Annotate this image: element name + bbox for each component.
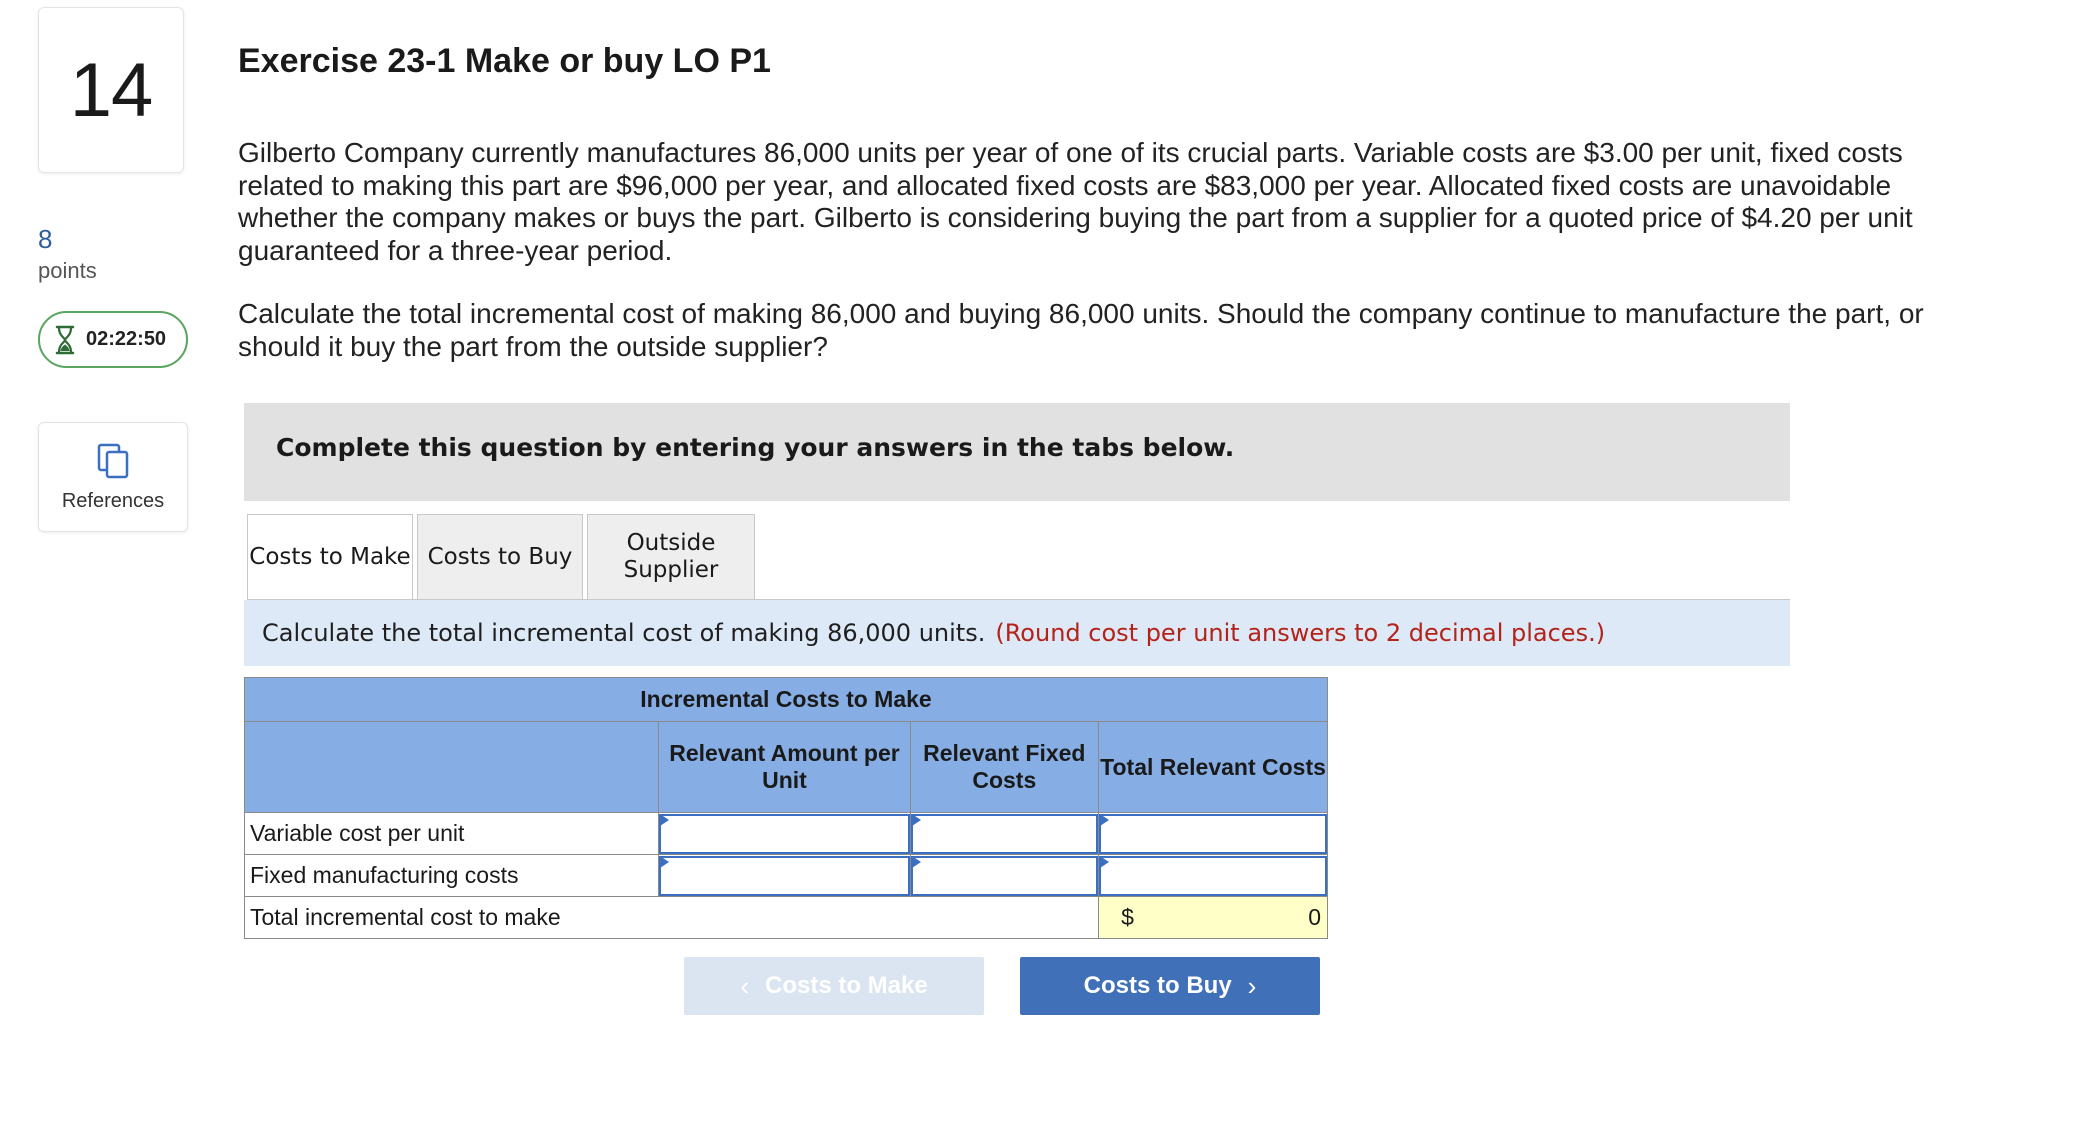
answer-tabs	[247, 514, 755, 599]
table-row-total	[245, 897, 1328, 939]
variable-cost-fixed-costs-input[interactable]	[911, 814, 1099, 854]
chevron-left-icon: ‹	[740, 970, 749, 1001]
variable-cost-total-input[interactable]	[1099, 814, 1327, 854]
timer-text: 02:22:50	[86, 328, 167, 350]
points-label: points	[38, 258, 97, 283]
problem-description: Gilberto Company currently manufactures 86,000 units per year of one of its crucial parts. Variable costs are $3.00 per unit, fixed costs related to making this part are $96,000 per year, and allocated fixed costs are $83,000 per year. Allocated fixed costs are unavoidable whether the company makes or buys the part. Gilberto is considering buying the part from a supplier for a quoted price of $4.20 per unit guaranteed for a three-year period.	[238, 137, 1913, 266]
hourglass-icon	[54, 325, 76, 355]
total-incremental-cost-cell	[1099, 897, 1328, 939]
question-number: 14	[69, 47, 153, 133]
input-marker-icon	[1100, 856, 1109, 868]
input-marker-icon	[660, 814, 669, 826]
prompt-text: Calculate the total incremental cost of making 86,000 units.	[262, 619, 986, 647]
references-button[interactable]	[38, 422, 188, 532]
references-icon	[96, 442, 130, 480]
prev-tab-button[interactable]	[684, 957, 984, 1015]
rounding-note: (Round cost per unit answers to 2 decimal places.)	[995, 619, 1606, 647]
input-marker-icon	[912, 814, 921, 826]
fixed-mfg-amount-per-unit-input[interactable]	[659, 856, 909, 896]
input-marker-icon	[1100, 814, 1109, 826]
points-value: 8	[38, 224, 53, 254]
table-title: Incremental Costs to Make	[245, 678, 1328, 722]
chevron-right-icon: ›	[1247, 970, 1257, 1001]
tab-outside-supplier[interactable]	[587, 514, 755, 599]
table-row	[245, 813, 1328, 855]
tab-costs-to-make[interactable]: Costs to Make	[247, 514, 413, 600]
instruction-banner	[244, 403, 1790, 501]
col-header-amount-per-unit: Relevant Amount per Unit	[659, 722, 910, 813]
total-incremental-cost-value: 0	[1308, 904, 1321, 930]
input-marker-icon	[660, 856, 669, 868]
total-currency-symbol: $	[1121, 904, 1134, 930]
prev-tab-label: Costs to Make	[764, 972, 928, 999]
question-number-box	[38, 7, 184, 173]
exercise-title: Exercise 23-1 Make or buy LO P1	[238, 42, 771, 80]
tab-costs-to-buy[interactable]: Costs to Buy	[417, 514, 583, 599]
fixed-mfg-total-input[interactable]	[1099, 856, 1327, 896]
next-tab-button[interactable]	[1020, 957, 1320, 1015]
table-row	[245, 855, 1328, 897]
fixed-mfg-amount-per-unit-cell	[659, 855, 910, 897]
next-tab-label: Costs to Buy	[1083, 972, 1232, 999]
row-label-total-incremental: Total incremental cost to make	[245, 897, 1099, 939]
timer[interactable]	[38, 311, 188, 368]
tab-outside-supplier-label: Outside Supplier	[623, 530, 719, 583]
instruction-text: Complete this question by entering your answers in the tabs below.	[276, 432, 1235, 462]
row-label-variable-cost: Variable cost per unit	[245, 813, 659, 855]
fixed-mfg-fixed-costs-input[interactable]	[911, 856, 1099, 896]
variable-cost-fixed-costs-cell	[910, 813, 1099, 855]
fixed-mfg-fixed-costs-cell	[910, 855, 1099, 897]
variable-cost-amount-per-unit-input[interactable]	[659, 814, 909, 854]
row-label-fixed-manufacturing: Fixed manufacturing costs	[245, 855, 659, 897]
fixed-mfg-total-cell	[1099, 855, 1328, 897]
input-marker-icon	[912, 856, 921, 868]
variable-cost-amount-per-unit-cell	[659, 813, 910, 855]
col-header-fixed-costs: Relevant Fixed Costs	[910, 722, 1099, 813]
col-header-total-relevant-costs: Total Relevant Costs	[1099, 722, 1328, 813]
incremental-costs-table	[244, 677, 1328, 939]
tab-prompt	[244, 600, 1790, 666]
table-header-blank	[245, 722, 659, 813]
problem-question: Calculate the total incremental cost of making 86,000 and buying 86,000 units. Should the company continue to manufacture the part, or should it buy the part from the outside supplier?	[238, 298, 1924, 362]
variable-cost-total-cell	[1099, 813, 1328, 855]
references-label: References	[61, 489, 165, 512]
